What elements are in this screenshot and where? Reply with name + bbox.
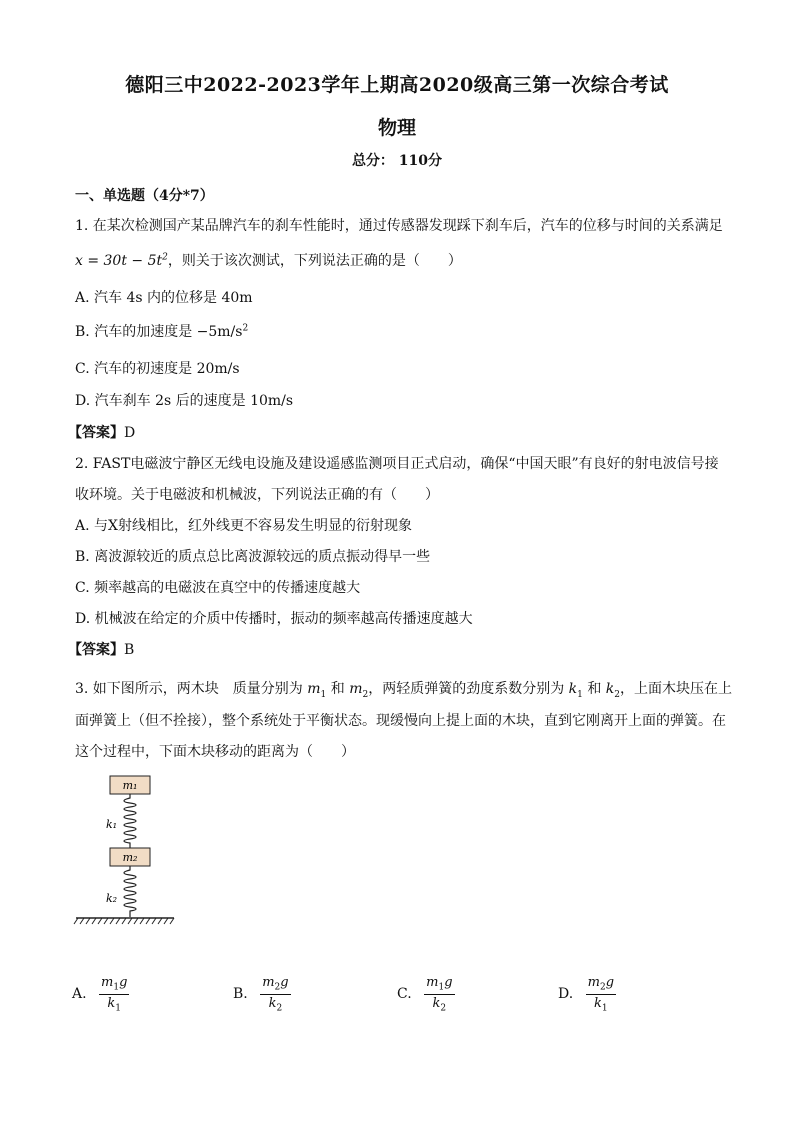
q1-stem-line2: $x = 30t - 5t^2$，则关于该次测试，下列说法正确的是（ ） bbox=[75, 252, 462, 269]
block-m2-label: m₂ bbox=[122, 851, 138, 864]
q1-option-a: A. 汽车 4s 内的位移是 40m bbox=[75, 290, 253, 306]
q3-option-b: B. $\frac{m_2g}{k_2}$ bbox=[233, 975, 289, 1014]
spring-block-figure bbox=[70, 770, 180, 930]
q2-stem-line2: 收环境。关于电磁波和机械波，下列说法正确的有（ ） bbox=[75, 487, 439, 503]
q1-option-d: D. 汽车刹车 2s 后的速度是 10m/s bbox=[75, 393, 294, 409]
block-m1-label: m₁ bbox=[122, 779, 138, 792]
q3-option-a: A. $\frac{m_1g}{k_1}$ bbox=[72, 975, 128, 1014]
ground bbox=[74, 918, 174, 924]
spring-k2 bbox=[124, 866, 136, 917]
q1-stem-line1: 1. 在某次检测国产某品牌汽车的刹车性能时，通过传感器发现踩下刹车后，汽车的位移与时间的关系满足 bbox=[75, 218, 723, 234]
total-score: 总分： 110分 bbox=[351, 153, 443, 169]
q1-option-c: C. 汽车的初速度是 20m/s bbox=[75, 361, 240, 377]
q3-stem-line2: 面弹簧上（但不拴接），整个系统处于平衡状态。现缓慢向上提上面的木块，直到它刚离开上面的弹簧。在 bbox=[75, 713, 726, 729]
spring-k2-label: k₂ bbox=[106, 892, 118, 905]
spring-k1 bbox=[124, 794, 136, 848]
q1-answer: 【答案】D bbox=[68, 425, 136, 441]
q2-option-b: B. 离波源较近的质点总比离波源较远的质点振动得早一些 bbox=[75, 549, 431, 565]
q3-stem-line3: 这个过程中，下面木块移动的距离为（ ） bbox=[75, 744, 355, 760]
q2-option-a: A. 与X射线相比，红外线更不容易发生明显的衍射现象 bbox=[75, 518, 412, 534]
q2-option-c: C. 频率越高的电磁波在真空中的传播速度越大 bbox=[75, 580, 361, 596]
q3-stem-line1: 3. 如下图所示，两木块 质量分别为 $m_1$ 和 $m_2$，两轻质弹簧的劲度系数分别为 $k_1$ 和 $k_2$，上面木块压在上 bbox=[75, 681, 732, 700]
q2-option-d: D. 机械波在给定的介质中传播时，振动的频率越高传播速度越大 bbox=[75, 611, 473, 627]
exam-title: 德阳三中2022-2023学年上期高2020级高三第一次综合考试 bbox=[125, 74, 669, 96]
spring-k1-label: k₁ bbox=[106, 818, 118, 831]
q3-option-d: D. $\frac{m_2g}{k_1}$ bbox=[558, 975, 615, 1014]
q2-stem-line1: 2. FAST电磁波宁静区无线电设施及建设遥感监测项目正式启动，确保“中国天眼”有良好的射电波信号接 bbox=[75, 456, 719, 472]
q3-option-c: C. $\frac{m_1g}{k_2}$ bbox=[397, 975, 453, 1014]
q1-formula: $x = 30t - 5t^2$ bbox=[75, 252, 168, 269]
section-heading: 一、单选题（4分*7） bbox=[75, 188, 214, 204]
q2-answer: 【答案】B bbox=[68, 642, 135, 658]
q1-option-b: B. 汽车的加速度是 $-5m/s^2$ bbox=[75, 323, 249, 340]
subject-title: 物理 bbox=[377, 117, 416, 139]
